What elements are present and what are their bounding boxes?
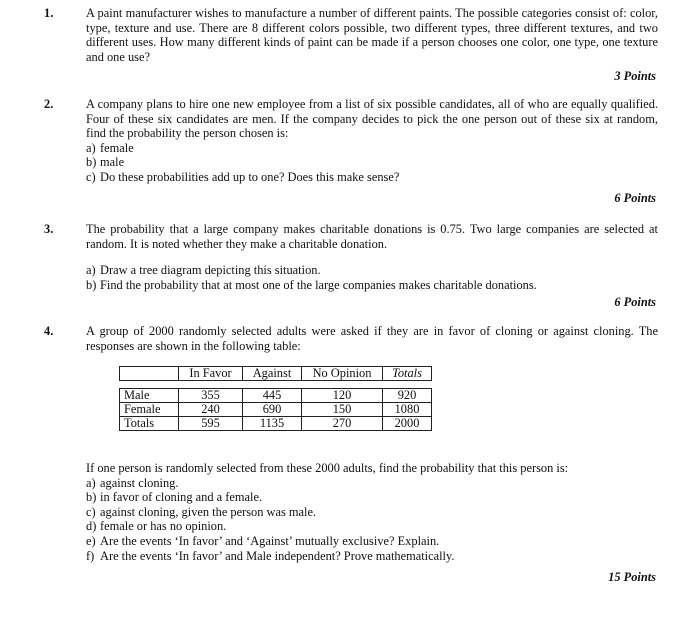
option-text: Do these probabilities add up to one? Does this make sense?: [100, 169, 400, 184]
option-text: Find the probability that at most one of the large companies makes charitable donations.: [100, 277, 537, 292]
question-text: A company plans to hire one new employee from a list of six possible candidates, all of who are equally qualified. Four of these six candidates are men. If the company decides to pick the one person out of these six at random, find the probability the person chosen is:: [86, 97, 658, 141]
question-body: [86, 97, 658, 185]
question-number: 1.: [44, 6, 54, 20]
table-cell: 595: [179, 417, 243, 431]
question-text: A group of 2000 randomly selected adults were asked if they are in favor of cloning or against cloning. The responses are shown in the following table:: [86, 324, 658, 353]
table-corner-cell: [120, 367, 179, 381]
table-header-cell: Totals: [383, 367, 432, 381]
table-cell: 240: [179, 403, 243, 417]
table-cell: 150: [302, 403, 383, 417]
table-row-label: Totals: [120, 417, 179, 431]
option-label: a): [86, 140, 96, 155]
option-label: b): [86, 490, 97, 505]
question-points: 3 Points: [614, 69, 656, 83]
question-followup: [86, 461, 658, 563]
option-item: [86, 549, 658, 564]
option-text: female: [100, 140, 134, 155]
option-text: Are the events ‘In favor’ and Male independent? Prove mathematically.: [100, 548, 455, 563]
option-label: c): [86, 504, 96, 519]
option-text: Draw a tree diagram depicting this situation.: [100, 263, 321, 278]
option-list: [86, 263, 658, 292]
table-header-cell: In Favor: [179, 367, 243, 381]
question-number: 3.: [44, 222, 54, 236]
option-label: b): [86, 155, 97, 170]
table-row: [120, 389, 432, 403]
table-cell: 120: [302, 389, 383, 403]
followup-text: If one person is randomly selected from these 2000 adults, find the probability that this person is:: [86, 461, 569, 475]
responses-table: [119, 366, 432, 431]
option-item: [86, 170, 658, 185]
table-cell: 355: [179, 389, 243, 403]
option-item: [86, 141, 658, 156]
table-header-cell: No Opinion: [302, 367, 383, 381]
table-cell: 270: [302, 417, 383, 431]
option-text: female or has no opinion.: [100, 519, 227, 534]
option-item: [86, 263, 658, 278]
option-text: against cloning.: [100, 475, 179, 490]
option-label: a): [86, 263, 96, 278]
option-item: [86, 519, 658, 534]
option-text: in favor of cloning and a female.: [100, 490, 263, 505]
table-cell: 445: [243, 389, 302, 403]
table-header-row: [120, 367, 432, 381]
option-item: [86, 490, 658, 505]
table-row-label: Male: [120, 389, 179, 403]
question-points: 6 Points: [614, 191, 656, 205]
question-text: A paint manufacturer wishes to manufacture a number of different paints. The possible categories consist of: color, type, texture and use. There are 8 different colors possible, two different types, three different textures, and two different uses. How many different kinds of paint can be made if a person chooses one color, one type, one texture and one use?: [86, 6, 658, 64]
option-text: Are the events ‘In favor’ and ‘Against’ mutually exclusive? Explain.: [100, 533, 440, 548]
option-list: [86, 476, 658, 564]
option-text: against cloning, given the person was male.: [100, 504, 317, 519]
question-points: 6 Points: [614, 295, 656, 309]
table-row: [120, 417, 432, 431]
option-label: b): [86, 277, 97, 292]
option-label: f): [86, 548, 95, 563]
question-body: [86, 222, 658, 292]
option-list: [86, 141, 658, 185]
table-row-label: Female: [120, 403, 179, 417]
option-label: a): [86, 475, 96, 490]
option-item: [86, 505, 658, 520]
table-cell: 1135: [243, 417, 302, 431]
option-label: d): [86, 519, 97, 534]
table-cell: 690: [243, 403, 302, 417]
option-label: e): [86, 533, 96, 548]
table-cell: 920: [383, 389, 432, 403]
question-number: 2.: [44, 97, 54, 111]
question-number: 4.: [44, 324, 54, 338]
table-header-cell: Against: [243, 367, 302, 381]
table-cell: 2000: [383, 417, 432, 431]
option-item: [86, 476, 658, 491]
question-points: 15 Points: [608, 570, 656, 584]
option-item: [86, 534, 658, 549]
option-text: male: [100, 155, 125, 170]
option-label: c): [86, 169, 96, 184]
option-item: [86, 155, 658, 170]
question-body: [86, 6, 658, 64]
table-cell: 1080: [383, 403, 432, 417]
question-body: [86, 324, 658, 353]
question-text: The probability that a large company makes charitable donations is 0.75. Two large companies are selected at random. It is noted whether they make a charitable donation.: [86, 222, 658, 251]
option-item: [86, 278, 658, 293]
table-row: [120, 403, 432, 417]
